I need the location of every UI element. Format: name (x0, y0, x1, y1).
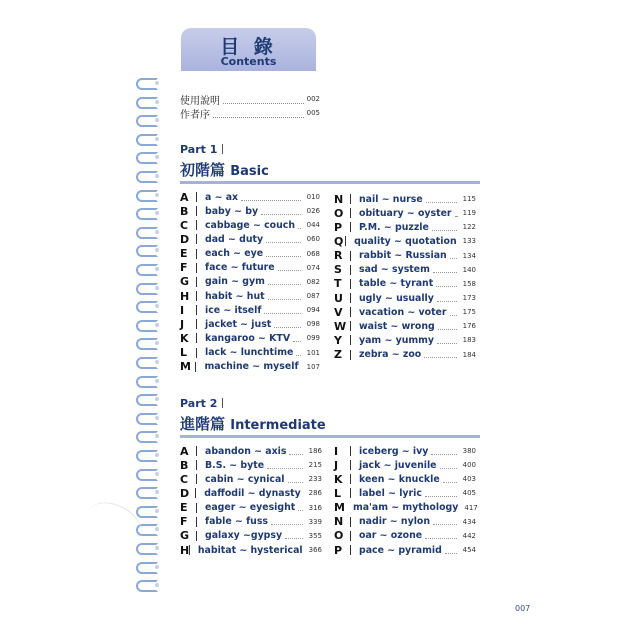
toc-entry-row[interactable] (334, 515, 476, 529)
toc-entry-row[interactable] (180, 501, 322, 515)
entry-separator (345, 236, 346, 246)
entry-term: B.S. ~ byte (205, 459, 265, 471)
entry-separator (350, 446, 351, 456)
entry-separator (350, 307, 351, 317)
toc-entry-row[interactable] (180, 360, 320, 374)
part2-title-en: Intermediate (230, 418, 326, 433)
leader-dots (298, 504, 303, 511)
entry-term: P.M. ~ puzzle (359, 221, 429, 233)
entry-separator (196, 460, 197, 470)
toc-entry-row[interactable] (334, 192, 476, 206)
entry-term: vacation ~ voter (359, 306, 447, 318)
part1-title (180, 159, 269, 180)
part2-label-text: Part 2 (180, 397, 218, 410)
leader-dots (450, 309, 457, 316)
leader-dots (445, 547, 457, 554)
leader-dots (426, 196, 457, 203)
toc-entry-row[interactable] (180, 472, 322, 486)
entry-term: cabbage ~ couch (205, 219, 295, 231)
leader-dots (278, 264, 301, 271)
entry-letter: O (334, 529, 344, 543)
spiral-ring (136, 431, 158, 443)
leader-dots (285, 532, 303, 539)
entry-separator (196, 234, 197, 244)
divider (222, 144, 223, 154)
entry-page: 173 (462, 294, 476, 303)
part1-label (180, 143, 223, 156)
entry-page: 140 (462, 265, 476, 274)
entry-term: ice ~ itself (205, 304, 262, 316)
toc-entry-row[interactable] (180, 247, 320, 261)
entry-page: 316 (308, 503, 322, 512)
entry-page: 044 (306, 221, 320, 230)
part2-left-column (180, 444, 322, 557)
entry-letter: R (334, 249, 343, 263)
spiral-ring (136, 506, 158, 518)
toc-entry-row[interactable] (180, 204, 320, 218)
entry-separator (350, 545, 351, 555)
entry-letter: G (180, 529, 190, 543)
entry-page: 098 (306, 320, 320, 329)
toc-entry-row[interactable] (180, 346, 320, 360)
toc-entry-row[interactable] (334, 444, 476, 458)
entry-page: 060 (306, 235, 320, 244)
toc-entry-row[interactable] (334, 277, 476, 291)
toc-entry-row[interactable] (180, 303, 320, 317)
entry-term: pace ~ pyramid (359, 544, 442, 556)
entry-page: 134 (462, 251, 476, 260)
entry-term: each ~ eye (205, 248, 264, 260)
leader-dots (293, 335, 301, 342)
entry-letter: F (180, 515, 188, 529)
leader-dots (266, 250, 301, 257)
entry-page: 158 (462, 279, 476, 288)
leader-dots (425, 532, 457, 539)
entry-separator (189, 545, 190, 555)
leader-dots (431, 448, 457, 455)
entry-page: 010 (306, 193, 320, 202)
toc-entry-row[interactable] (334, 333, 476, 347)
entry-page: 115 (462, 195, 476, 204)
toc-entry-row[interactable] (334, 543, 476, 557)
entry-letter: Q (334, 234, 344, 248)
spiral-ring (136, 134, 158, 146)
leader-dots (436, 280, 457, 287)
toc-entry-row[interactable] (180, 331, 320, 345)
spiral-ring (136, 115, 158, 127)
entry-separator (350, 474, 351, 484)
entry-letter: E (180, 247, 188, 261)
spiral-ring (136, 283, 158, 295)
divider (222, 398, 223, 408)
spiral-ring (136, 338, 158, 350)
entry-separator (350, 517, 351, 527)
entry-separator (196, 249, 197, 259)
leader-dots (433, 518, 457, 525)
entry-page: 074 (306, 263, 320, 272)
entry-page: 122 (462, 223, 476, 232)
entry-term: rabbit ~ Russian (359, 250, 447, 262)
entry-term: habitat ~ hysterical (197, 544, 303, 556)
entry-term: jacket ~ just (205, 318, 272, 330)
entry-term: gain ~ gym (205, 276, 265, 288)
entry-separator (350, 321, 351, 331)
part1-label-text: Part 1 (180, 143, 218, 156)
entry-letter: W (334, 319, 347, 333)
entry-letter: O (334, 206, 344, 220)
entry-letter: M (334, 501, 345, 515)
entry-term: ma'am ~ mythology (352, 502, 459, 514)
entry-page: 339 (308, 517, 322, 526)
entry-term: eager ~ eyesight (205, 502, 296, 514)
entry-separator (196, 517, 197, 527)
entry-page: 133 (462, 237, 476, 246)
entry-letter: F (180, 261, 188, 275)
toc-entry-row[interactable] (180, 218, 320, 232)
entry-separator (196, 206, 197, 216)
part2-title (180, 413, 326, 434)
toc-entry-usage[interactable] (180, 92, 320, 106)
entry-letter: I (334, 444, 339, 458)
spiral-ring (136, 562, 158, 574)
toc-entry-row[interactable] (334, 305, 476, 319)
entry-separator (350, 293, 351, 303)
entry-separator (350, 335, 351, 345)
entry-term: sad ~ system (359, 264, 430, 276)
entry-separator (196, 503, 197, 513)
entry-term: daffodil ~ dynasty (204, 487, 301, 499)
entry-separator (350, 531, 351, 541)
leader-dots (455, 210, 457, 217)
entry-page: 082 (306, 277, 320, 286)
leader-dots (271, 518, 303, 525)
entry-letter: J (334, 458, 339, 472)
leader-dots (268, 293, 301, 300)
leader-dots (437, 337, 457, 344)
toc-entry-row[interactable] (334, 348, 476, 362)
entry-term: jack ~ juvenile (359, 459, 437, 471)
toc-entry-page: 002 (306, 95, 320, 103)
leader-dots (425, 490, 457, 497)
entry-term: nadir ~ nylon (359, 516, 431, 528)
entry-letter: M (180, 360, 191, 374)
leader-dots (213, 109, 304, 118)
spiral-ring (136, 97, 158, 109)
toc-entry-row[interactable] (334, 220, 476, 234)
entry-separator (350, 194, 351, 204)
leader-dots (438, 323, 457, 330)
entry-letter: D (180, 232, 190, 246)
entry-page: 087 (306, 292, 320, 301)
entry-term: label ~ lyric (359, 487, 422, 499)
entry-letter: L (180, 346, 188, 360)
entry-letter: D (180, 486, 190, 500)
entry-letter: L (334, 486, 342, 500)
leader-dots (264, 307, 301, 314)
entry-separator (195, 362, 196, 372)
contents-header-tab (181, 28, 316, 71)
entry-term: quality ~ quotation (354, 235, 457, 247)
part2-title-zh: 進階篇 (180, 415, 226, 433)
entry-term: table ~ tyrant (359, 278, 434, 290)
entry-separator (196, 348, 197, 358)
entry-term: abandon ~ axis (205, 445, 287, 457)
spiral-ring (136, 394, 158, 406)
toc-entry-row[interactable] (180, 261, 320, 275)
spiral-ring (136, 301, 158, 313)
entry-term: keen ~ knuckle (359, 473, 440, 485)
entry-letter: S (334, 263, 342, 277)
entry-term: iceberg ~ ivy (359, 445, 429, 457)
entry-letter: Z (334, 348, 342, 362)
entry-page: 454 (462, 546, 476, 555)
entry-page: 094 (306, 306, 320, 315)
entry-separator (196, 319, 197, 329)
entry-term: oar ~ ozone (359, 530, 423, 542)
toc-entry-label: 作者序 (180, 109, 210, 121)
contents-title: 目 錄 (220, 36, 277, 58)
entry-separator (350, 279, 351, 289)
entry-term: habit ~ hut (205, 290, 265, 302)
entry-letter: H (180, 289, 190, 303)
entry-letter: B (180, 458, 189, 472)
entry-letter: H (180, 543, 190, 557)
leader-dots (443, 476, 457, 483)
toc-entry-row[interactable] (180, 190, 320, 204)
entry-term: lack ~ lunchtime (205, 347, 294, 359)
entry-page: 183 (462, 336, 476, 345)
entry-page: 175 (462, 308, 476, 317)
spiral-ring (136, 413, 158, 425)
toc-entry-row[interactable] (180, 515, 322, 529)
entry-separator (196, 474, 197, 484)
part2-rule (180, 435, 480, 438)
entry-page: 355 (308, 531, 322, 540)
spiral-ring (136, 78, 158, 90)
entry-letter: N (334, 515, 344, 529)
entry-separator (350, 488, 351, 498)
leader-dots (223, 95, 304, 104)
entry-separator (196, 192, 197, 202)
entry-letter: U (334, 291, 343, 305)
entry-term: machine ~ myself (204, 361, 299, 373)
toc-entry-row[interactable] (334, 263, 476, 277)
entry-separator (196, 305, 197, 315)
toc-entry-row[interactable] (334, 319, 476, 333)
entry-term: ugly ~ usually (359, 292, 434, 304)
spiral-ring (136, 152, 158, 164)
toc-entry-row[interactable] (180, 232, 320, 246)
entry-page: 215 (308, 461, 322, 470)
part2-label (180, 397, 223, 410)
toc-entry-row[interactable] (334, 206, 476, 220)
toc-entry-preface[interactable] (180, 106, 320, 120)
toc-entry-row[interactable] (180, 275, 320, 289)
entry-letter: Y (334, 333, 342, 347)
spiral-ring (136, 469, 158, 481)
entry-letter: V (334, 305, 343, 319)
leader-dots (274, 321, 301, 328)
entry-letter: K (180, 331, 189, 345)
entry-page: 405 (462, 489, 476, 498)
spiral-ring (136, 376, 158, 388)
entry-separator (196, 333, 197, 343)
entry-page: 107 (306, 362, 321, 371)
leader-dots (296, 349, 301, 356)
toc-entry-row[interactable] (180, 458, 322, 472)
entry-term: dad ~ duty (205, 233, 264, 245)
entry-page: 099 (306, 334, 320, 343)
entry-letter: C (180, 218, 189, 232)
spiral-ring (136, 208, 158, 220)
leader-dots (268, 278, 301, 285)
part1-title-en: Basic (230, 164, 269, 179)
toc-entry-row[interactable] (334, 472, 476, 486)
entry-page: 186 (308, 447, 322, 456)
leader-dots (261, 208, 301, 215)
entry-letter: B (180, 204, 189, 218)
entry-separator (195, 488, 196, 498)
spiral-ring (136, 227, 158, 239)
toc-entry-row[interactable] (334, 529, 476, 543)
entry-term: fable ~ fuss (205, 516, 268, 528)
entry-separator (196, 263, 197, 273)
entry-page: 286 (308, 489, 323, 498)
entry-letter: P (334, 543, 343, 557)
entry-term: nail ~ nurse (359, 193, 423, 205)
leader-dots (433, 266, 457, 273)
entry-page: 026 (306, 207, 320, 216)
entry-separator (196, 531, 197, 541)
toc-entry-row[interactable] (180, 444, 322, 458)
spiral-ring (136, 320, 158, 332)
part1-left-column (180, 190, 320, 374)
part1-rule (180, 181, 480, 184)
entry-page: 442 (462, 531, 476, 540)
leader-dots (298, 222, 301, 229)
entry-page: 403 (462, 475, 476, 484)
page-number: 007 (515, 604, 531, 613)
toc-entry-row[interactable] (334, 458, 476, 472)
spiral-ring (136, 245, 158, 257)
entry-page: 380 (462, 447, 476, 456)
spiral-ring (136, 450, 158, 462)
entry-separator (196, 446, 197, 456)
entry-term: obituary ~ oyster (359, 207, 452, 219)
leader-dots (432, 224, 457, 231)
leader-dots (289, 448, 303, 455)
toc-entry-page: 005 (306, 109, 320, 117)
entry-letter: I (180, 303, 185, 317)
entry-letter: C (180, 472, 189, 486)
leader-dots (241, 194, 301, 201)
leader-dots (450, 252, 457, 259)
entry-separator (196, 277, 197, 287)
toc-entry-row[interactable] (334, 249, 476, 263)
spiral-ring (136, 357, 158, 369)
leader-dots (424, 351, 457, 358)
entry-term: baby ~ by (205, 205, 259, 217)
toc-entry-row[interactable] (334, 486, 476, 500)
entry-page: 434 (462, 517, 476, 526)
entry-page: 176 (462, 322, 476, 331)
entry-letter: J (180, 317, 185, 331)
toc-entry-row[interactable] (180, 289, 320, 303)
entry-letter: G (180, 275, 190, 289)
entry-page: 366 (308, 546, 322, 555)
entry-letter: N (334, 192, 344, 206)
entry-letter: T (334, 277, 342, 291)
toc-entry-row[interactable] (180, 529, 322, 543)
leader-dots (266, 236, 301, 243)
entry-term: galaxy ~gypsy (205, 530, 283, 542)
entry-letter: K (334, 472, 343, 486)
entry-separator (350, 251, 351, 261)
entry-letter: E (180, 501, 188, 515)
entry-term: a ~ ax (205, 191, 239, 203)
entry-letter: P (334, 220, 343, 234)
leader-dots (267, 462, 303, 469)
spiral-ring (136, 190, 158, 202)
entry-term: face ~ future (205, 262, 275, 274)
spiral-ring (136, 487, 158, 499)
toc-entry-row[interactable] (180, 317, 320, 331)
entry-letter: A (180, 444, 189, 458)
entry-term: zebra ~ zoo (359, 349, 422, 361)
entry-page: 400 (462, 461, 476, 470)
leader-dots (437, 295, 457, 302)
leader-dots (440, 462, 457, 469)
toc-entry-row[interactable] (180, 486, 322, 500)
entry-term: cabin ~ cynical (205, 473, 285, 485)
leader-dots (288, 476, 303, 483)
entry-separator (196, 291, 197, 301)
entry-separator (350, 460, 351, 470)
entry-page: 068 (306, 249, 320, 258)
entry-page: 101 (306, 348, 320, 357)
entry-separator (350, 208, 351, 218)
entry-separator (350, 265, 351, 275)
toc-entry-row[interactable] (334, 234, 476, 248)
entry-page: 119 (462, 209, 476, 218)
contents-subtitle: Contents (220, 55, 277, 68)
entry-separator (350, 350, 351, 360)
entry-letter: A (180, 190, 189, 204)
part1-right-column (334, 192, 476, 362)
entry-page: 233 (308, 475, 322, 484)
spiral-ring (136, 264, 158, 276)
entry-term: waist ~ wrong (359, 320, 435, 332)
toc-entry-row[interactable] (334, 501, 476, 515)
entry-separator (350, 222, 351, 232)
entry-separator (196, 220, 197, 230)
entry-page: 417 (464, 503, 478, 512)
spiral-ring (136, 171, 158, 183)
spiral-ring (136, 543, 158, 555)
entry-page: 184 (462, 350, 476, 359)
part2-right-column (334, 444, 476, 557)
entry-term: yam ~ yummy (359, 334, 435, 346)
entry-term: kangaroo ~ KTV (205, 332, 291, 344)
part1-title-zh: 初階篇 (180, 161, 226, 179)
toc-entry-row[interactable] (334, 291, 476, 305)
spiral-ring (136, 580, 158, 592)
toc-entry-label: 使用說明 (180, 95, 220, 107)
toc-entry-row[interactable] (180, 543, 322, 557)
